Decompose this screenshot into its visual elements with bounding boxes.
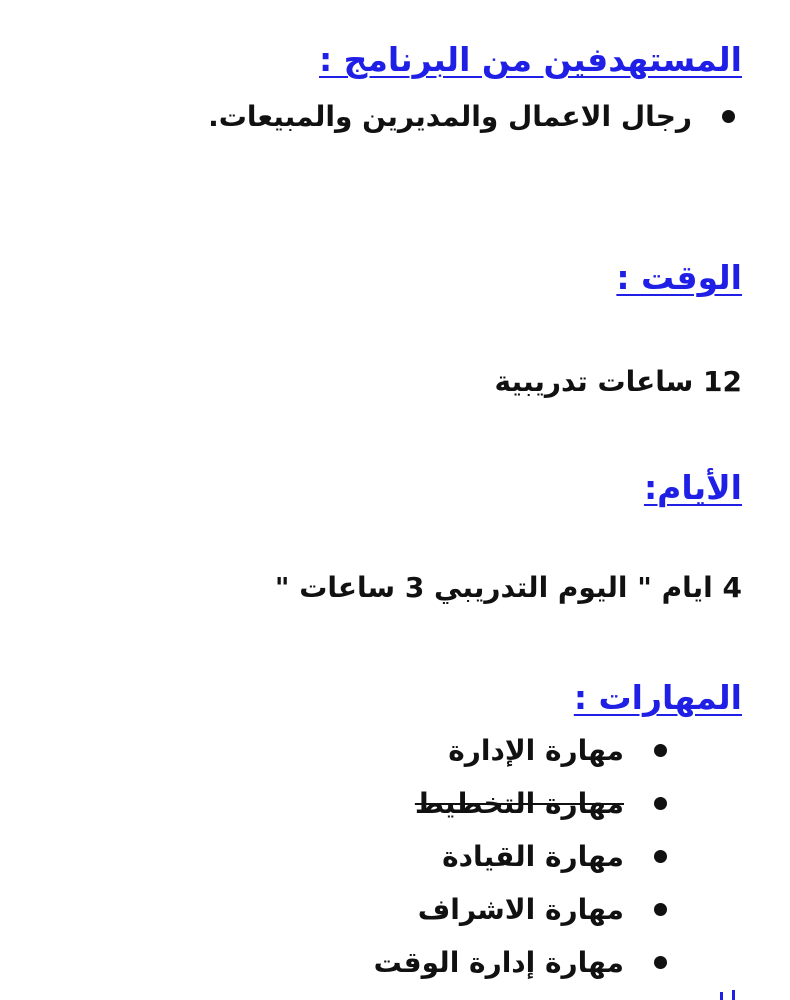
skill-item: مهارة القيادة	[442, 840, 624, 873]
days-heading: الأيام:	[643, 468, 742, 507]
bullet-icon	[722, 110, 735, 123]
bullet-icon	[654, 956, 667, 969]
skills-list	[374, 724, 674, 989]
days-value: 4 ايام " اليوم التدريبي 3 ساعات "	[274, 571, 742, 604]
bullet-icon	[654, 850, 667, 863]
skill-item: مهارة إدارة الوقت	[373, 946, 624, 979]
target-audience-item: رجال الاعمال والمديرين والمبيعات.	[208, 100, 692, 133]
bullet-icon	[654, 744, 667, 757]
cut-off-heading-fragment	[662, 990, 742, 1000]
skill-item: مهارة الاشراف	[417, 893, 624, 926]
list-item	[374, 724, 674, 777]
time-heading: الوقت :	[616, 258, 742, 297]
list-item	[374, 830, 674, 883]
list-item	[374, 777, 674, 830]
list-item	[374, 936, 674, 989]
list-item	[208, 90, 742, 143]
target-audience-heading: المستهدفين من البرنامج :	[319, 40, 742, 79]
skill-item: مهارة الإدارة	[448, 734, 624, 767]
list-item	[374, 883, 674, 936]
time-value: 12 ساعات تدريبية	[494, 365, 742, 398]
bullet-icon	[654, 903, 667, 916]
skill-item: مهارة التخطيط	[414, 787, 624, 820]
bullet-icon	[654, 797, 667, 810]
skills-heading: المهارات :	[573, 678, 742, 717]
target-audience-list	[208, 90, 742, 143]
